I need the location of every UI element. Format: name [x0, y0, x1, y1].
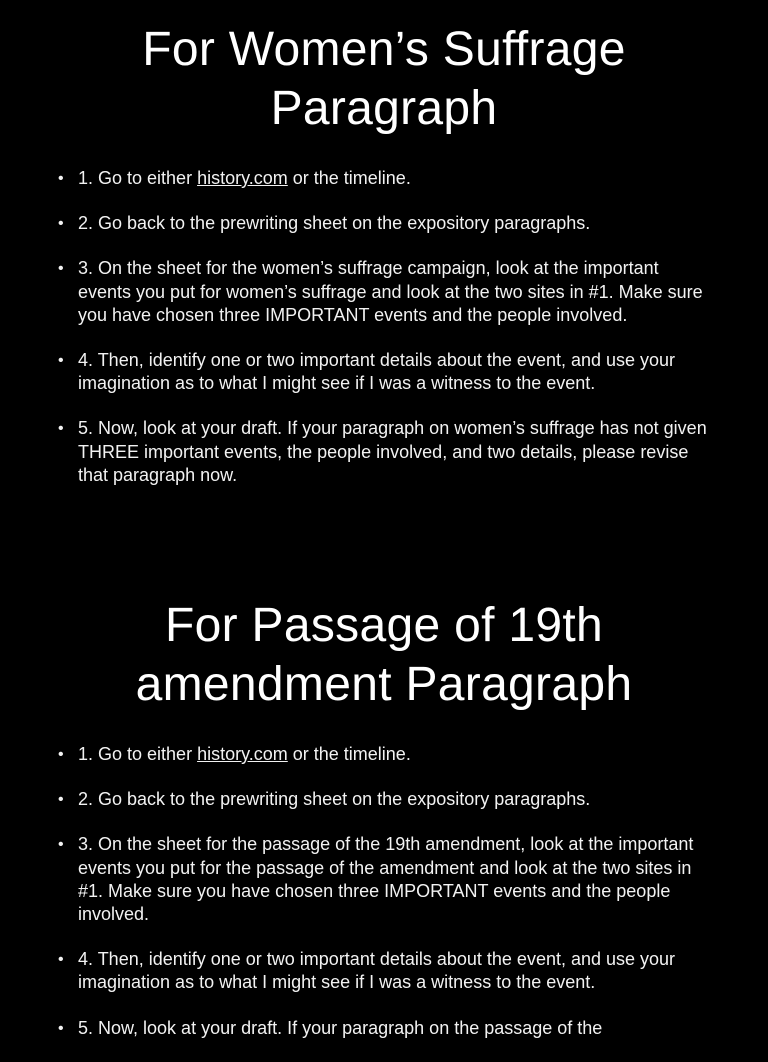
item-text-after: or the timeline. — [287, 168, 411, 188]
list-item — [0, 417, 768, 487]
item-text: 3. On the sheet for the passage of the 19th amendment, look at the important events you put for the passage of the amendment and look at the two sites in #1. Make sure you have chosen three IMPORTANT events and the people involved. — [78, 834, 694, 925]
list-item — [0, 1017, 768, 1040]
item-text: 3. On the sheet for the women’s suffrage campaign, look at the important events you put for women’s suffrage and look at the two sites in #1. Make sure you have chosen three IMPORTANT events and the people involved. — [78, 258, 703, 325]
history-link[interactable]: history.com — [197, 168, 288, 188]
bullet-dot: • — [58, 215, 64, 233]
instruction-list — [0, 743, 768, 1062]
title-line-1: For Passage of 19th — [165, 599, 603, 652]
item-text-before: 1. Go to either — [78, 168, 198, 188]
title-line-2: amendment Paragraph — [135, 658, 633, 711]
item-text-after: or the timeline. — [287, 744, 411, 764]
bullet-dot: • — [58, 352, 64, 370]
list-item — [0, 349, 768, 395]
bullet-dot: • — [58, 260, 64, 278]
item-text: 2. Go back to the prewriting sheet on the expository paragraphs. — [78, 789, 591, 810]
bullet-dot: • — [58, 951, 64, 969]
list-item — [0, 212, 768, 235]
item-text: 5. Now, look at your draft. If your paragraph on women’s suffrage has not given THREE important events, the people involved, and two details, please revise that paragraph now. — [78, 418, 707, 485]
bullet-dot: • — [58, 836, 64, 854]
history-link[interactable]: history.com — [197, 744, 288, 764]
slide-womens-suffrage — [0, 20, 768, 485]
slide-title — [0, 20, 768, 138]
list-item — [0, 743, 768, 766]
item-text-before: 1. Go to either — [78, 744, 198, 764]
bullet-dot: • — [58, 746, 64, 763]
bullet-dot: • — [58, 170, 64, 187]
list-item — [0, 788, 768, 811]
bullet-dot: • — [58, 1019, 64, 1037]
list-item — [0, 948, 768, 994]
slide-19th-amendment — [0, 596, 768, 1038]
list-item — [0, 167, 768, 190]
title-line-2: Paragraph — [270, 82, 498, 135]
item-text: 5. Now, look at your draft. If your paragraph on the passage of the — [78, 1017, 603, 1038]
list-item — [0, 257, 768, 327]
instruction-list — [0, 167, 768, 509]
item-text: 4. Then, identify one or two important details about the event, and use your imagination as to what I might see if I was a witness to the event. — [78, 949, 676, 993]
item-text: 4. Then, identify one or two important details about the event, and use your imagination as to what I might see if I was a witness to the event. — [78, 350, 676, 394]
list-item — [0, 833, 768, 926]
bullet-dot: • — [58, 420, 64, 438]
title-line-1: For Women’s Suffrage — [142, 23, 626, 76]
bullet-dot: • — [58, 791, 64, 809]
slide-title — [0, 596, 768, 714]
item-text: 2. Go back to the prewriting sheet on the expository paragraphs. — [78, 213, 591, 234]
